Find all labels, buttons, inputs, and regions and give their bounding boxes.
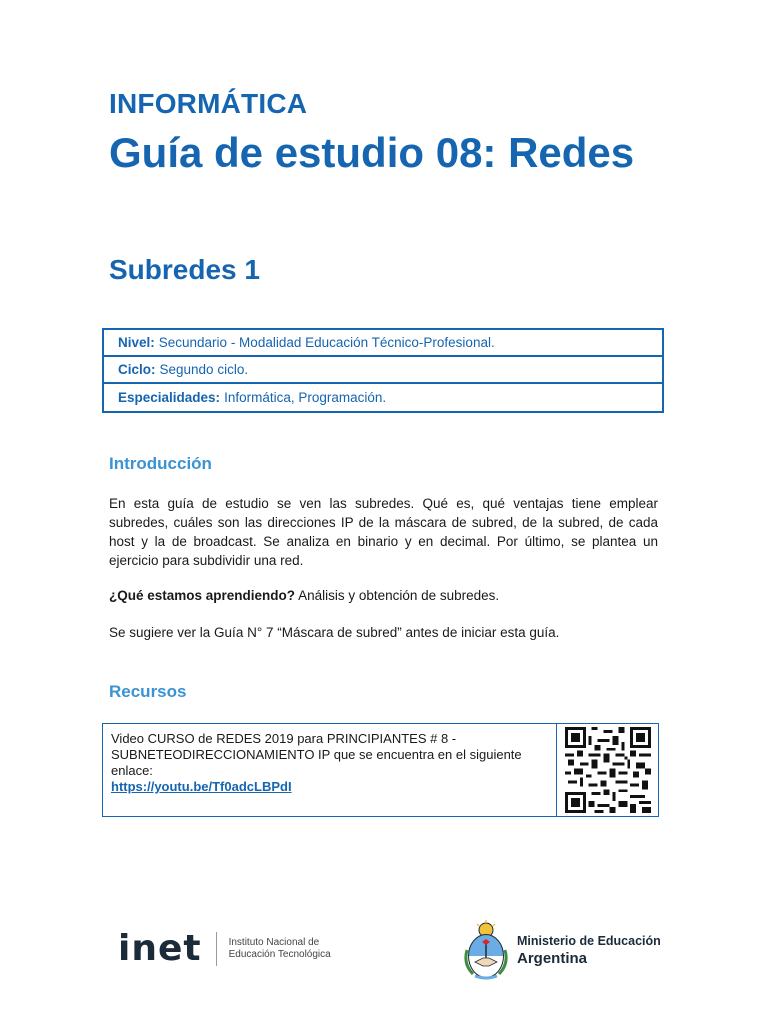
learning-answer: Análisis y obtención de subredes. — [298, 588, 500, 603]
national-shield-icon — [463, 920, 509, 980]
info-value: Segundo ciclo. — [159, 362, 249, 377]
info-table — [102, 328, 664, 413]
ministry-name: Ministerio de Educación — [517, 933, 661, 948]
inet-name-line: Instituto Nacional de — [228, 936, 320, 948]
intro-heading: Introducción — [109, 454, 212, 473]
learning-paragraph — [109, 586, 658, 605]
qr-code-icon[interactable] — [565, 727, 651, 813]
info-label: Nivel: — [118, 335, 155, 350]
info-label: Especialidades: — [118, 390, 221, 405]
resource-text-cell — [103, 724, 557, 816]
resources-heading: Recursos — [109, 682, 187, 701]
ministry-country: Argentina — [517, 949, 588, 967]
inet-full-name — [229, 937, 331, 961]
page-title: Guía de estudio 08: Redes — [109, 129, 635, 176]
info-label: Ciclo: — [118, 362, 156, 377]
info-value: Secundario - Modalidad Educación Técnico-Profesional. — [158, 335, 495, 350]
info-row-ciclo — [104, 357, 662, 384]
ministry-text — [517, 934, 661, 967]
resource-box — [102, 723, 659, 817]
subject-heading: INFORMÁTICA — [109, 88, 308, 119]
resource-link[interactable]: https://youtu.be/Tf0adcLBPdI — [111, 779, 292, 794]
qr-cell — [557, 724, 658, 816]
resource-description: Video CURSO de REDES 2019 para PRINCIPIANTES # 8 - SUBNETEODIRECCIONAMIENTO IP que se encuentra en el siguiente enlace: — [111, 731, 522, 778]
inet-name-line: Educación Tecnológica — [228, 948, 331, 960]
intro-paragraph: En esta guía de estudio se ven las subredes. Qué es, qué ventajas tiene emplear subredes, cuáles son las direcciones IP de la máscara de subred, de la subred, de cada host y la de broadcast. Se analiza en binario y en decimal. Por último, se plantea un ejercicio para subdividir una red. — [109, 496, 658, 568]
suggestion-paragraph: Se sugiere ver la Guía N° 7 “Máscara de subred” antes de iniciar esta guía. — [109, 625, 560, 640]
inet-wordmark: inet — [118, 928, 202, 969]
ministry-logo — [463, 920, 661, 980]
learning-label: ¿Qué estamos aprendiendo? — [109, 588, 296, 603]
info-row-nivel — [104, 330, 662, 357]
info-value: Informática, Programación. — [224, 390, 387, 405]
logo-divider — [216, 932, 217, 966]
info-row-especialidades — [104, 384, 662, 411]
page-subtitle: Subredes 1 — [109, 254, 260, 285]
inet-logo — [118, 928, 331, 969]
